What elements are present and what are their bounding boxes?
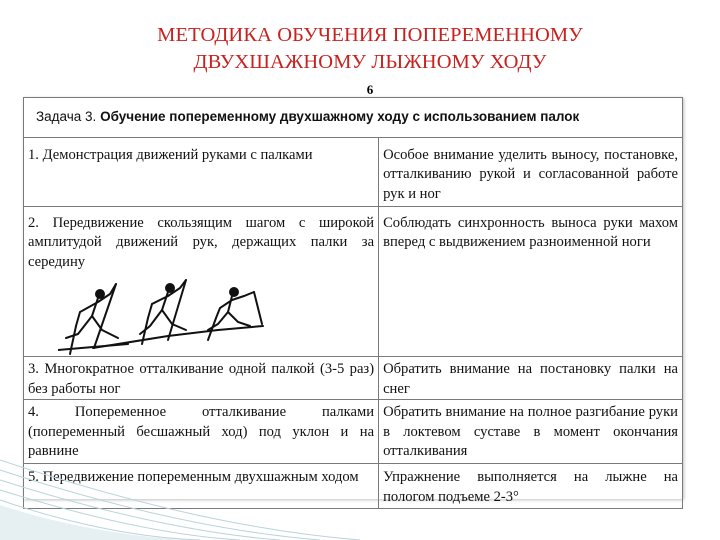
row-3-note (379, 357, 683, 400)
slide-title-line-1: МЕТОДИКА ОБУЧЕНИЯ ПОПЕРЕМЕННОМУ (157, 24, 583, 46)
task-prefix: Задача 3. (36, 109, 97, 124)
slide-title (70, 22, 670, 76)
corner-decoration (0, 440, 720, 540)
document-page (23, 97, 683, 505)
slide-title-line-2: ДВУХШАЖНОМУ ЛЫЖНОМУ ХОДУ (193, 51, 547, 73)
row-3-note-text: Обратить внимание на постановку палки на снег (383, 361, 678, 397)
row-2-exercise (24, 206, 379, 357)
row-2-exercise-text: 2. Передвижение скользящим шагом с широкой амплитудой движений рук, держащих палки за середину (28, 214, 375, 270)
table-row (24, 137, 683, 206)
page-number: 6 (366, 82, 374, 97)
table-header (24, 98, 683, 138)
row-2-note (379, 206, 683, 357)
table-row (24, 357, 683, 400)
row-1-note (379, 137, 683, 206)
skiers-illustration (58, 278, 268, 356)
row-3-exercise-text: 3. Многократное отталкивание одной палкой (3-5 раз) без работы ног (28, 361, 375, 397)
row-3-exercise (24, 357, 379, 400)
row-1-exercise-text: 1. Демонстрация движений руками с палками (28, 146, 313, 163)
row-5-note-text: Упражнение выполняется на лыжне на пологом подъеме 2-3° (383, 469, 678, 505)
task-title: Обучение попеременному двухшажному ходу с использованием палок (100, 109, 580, 124)
row-1-note-text: Особое внимание уделить выносу, постановке, отталкиванию рукой и согласованной работе рук и ног (383, 146, 678, 202)
table-row (24, 206, 683, 357)
row-2-note-text: Соблюдать синхронность выноса руки махом вперед с выдвижением разноименной ноги (383, 214, 678, 250)
row-1-exercise (24, 137, 379, 206)
row-5-exercise-text: 5. Передвижение попеременным двухшажным ходом (28, 469, 359, 485)
row-4-exercise-text: 4. Попеременное отталкивание палками (попеременный бесшажный ход) под уклон и на равнине (28, 404, 375, 459)
row-4-note-text: Обратить внимание на полное разгибание руки в локтевом суставе в момент окончания отталкивания (383, 404, 678, 459)
